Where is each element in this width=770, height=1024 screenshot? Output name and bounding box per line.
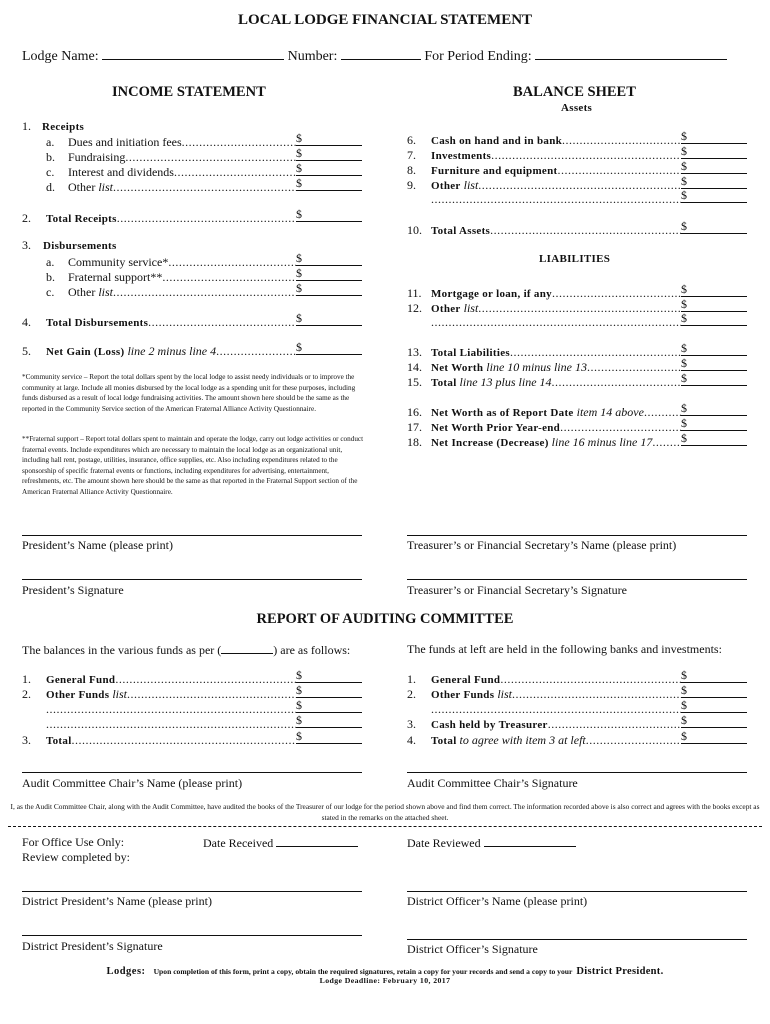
office-use-label: For Office Use Only: [22,835,125,849]
treasurer-name-label: Treasurer’s or Financial Secretary’s Name (please print) [407,538,677,552]
item-number: 11. [407,286,422,300]
item-number: 3. [22,238,31,252]
bank-total-label: Total [431,735,457,747]
funds-held-statement: The funds at left are held in the following banks and investments: [407,642,722,656]
fraternal-amount-field[interactable] [296,269,362,281]
other-liab-amount-field-2[interactable] [681,314,747,326]
other-label: Other [68,180,96,194]
other-label: Other [68,285,96,299]
general-fund-row [22,671,362,687]
item-letter: c. [46,165,55,179]
dot-leader [548,717,681,732]
audit-total-amount-field[interactable] [296,732,362,744]
chair-name-line[interactable] [22,772,362,773]
item-number: 13. [407,345,422,359]
period-label: For Period Ending: [424,49,532,64]
treasurer-signature-label: Treasurer’s or Financial Secretary’s Signature [407,583,627,597]
other-assets-row-2 [431,191,747,207]
review-completed-label: Review completed by: [22,850,130,864]
furniture-label: Furniture and equipment [431,165,558,177]
bank-other-funds-row [407,686,747,702]
item-number: 2. [22,687,31,701]
dot-leader [216,344,296,359]
bank-total-note: to agree with item 3 at left [459,733,586,747]
community-amount-field[interactable] [296,254,362,266]
total-label: Total [431,377,457,389]
net-worth-note: line 10 minus line 13 [486,360,587,374]
dot-leader [162,270,296,285]
general-fund-amount-field[interactable] [296,671,362,683]
other-receipts-amount-field[interactable] [296,179,362,191]
cash-treasurer-amount-field[interactable] [681,716,747,728]
total-disb-label: Total Disbursements [46,317,149,329]
other-funds-amount-field-2[interactable] [296,701,362,713]
other-receipts-row [46,179,362,195]
net-gain-amount-field[interactable] [296,343,362,355]
dot-leader [182,135,296,150]
chair-signature-label: Audit Committee Chair’s Signature [407,776,578,790]
total-liab-amount-field[interactable] [681,344,747,356]
dot-leader [558,163,682,178]
dot-leader [46,717,296,732]
item-number: 16. [407,405,422,419]
other-disb-amount-field[interactable] [296,284,362,296]
footer-deadline: Lodge Deadline: February 10, 2017 [319,976,451,985]
item-number: 3. [22,733,31,747]
list-note: list [112,687,127,701]
total-receipts-amount-field[interactable] [296,210,362,222]
total-row [407,374,747,390]
dot-leader [431,702,681,717]
total-disb-row [22,314,362,330]
item-number: 1. [22,119,31,133]
item-number: 5. [22,344,31,358]
item-number: 15. [407,375,422,389]
balances-statement [22,642,350,658]
item-number: 9. [407,178,416,192]
period-field[interactable] [535,48,727,60]
item-number: 6. [407,133,416,147]
income-statement-heading: INCOME STATEMENT [112,84,266,100]
other-funds-row-2 [46,701,362,717]
dot-leader [652,435,681,450]
item-letter: b. [46,150,55,164]
president-name-label: President’s Name (please print) [22,538,173,552]
cash-amount-field[interactable] [681,132,747,144]
dot-leader [490,223,681,238]
date-reviewed-label: Date Reviewed [407,836,481,850]
item-number: 4. [22,315,31,329]
item-number: 18. [407,435,422,449]
total-liab-label: Total Liabilities [431,347,510,359]
cash-label: Cash on hand and in bank [431,135,563,147]
other-liab-amount-field[interactable] [681,300,747,312]
dot-leader [512,687,681,702]
do-name-label: District Officer’s Name (please print) [407,894,588,908]
balances-text-right: ) are as follows: [273,643,351,657]
other-label: Other [431,180,461,192]
lodge-name-row [22,48,727,65]
dues-row [46,134,362,150]
other-funds-row [22,686,362,702]
community-row [46,254,362,270]
cut-line [8,826,762,827]
president-name-line[interactable] [22,535,362,536]
item-letter: b. [46,270,55,284]
net-gain-row [22,343,362,359]
treasurer-signature-line[interactable] [407,579,747,580]
list-note: list [463,178,479,192]
audit-certification: I, as the Audit Committee Chair, along with the Audit Committee, have audited the books of the Treasurer of our lodge for the period shown above and find them correct. The information recorded above is also correct and agrees with the books except as stated in the remarks on the attached sheet. [10,802,760,822]
chair-name-label: Audit Committee Chair’s Name (please print) [22,776,243,790]
interest-amount-field[interactable] [296,164,362,176]
mortgage-label: Mortgage or loan, if any [431,288,552,300]
item-number: 4. [407,733,416,747]
balances-text-left: The balances in the various funds as per ( [22,643,222,657]
net-increase-note: line 16 minus line 17 [551,435,653,449]
form-title: LOCAL LODGE FINANCIAL STATEMENT [237,12,533,28]
lodge-name-field[interactable] [102,48,284,60]
list-note: list [463,301,479,315]
investments-label: Investments [431,150,492,162]
bank-other-funds-amount-field[interactable] [681,686,747,698]
net-worth-label: Net Worth [431,362,484,374]
mortgage-amount-field[interactable] [681,285,747,297]
net-increase-row [407,434,747,450]
dot-leader [148,315,296,330]
cash-treasurer-row [407,716,747,732]
total-receipts-row [22,210,362,226]
president-signature-label: President’s Signature [22,583,124,597]
item-number: 8. [407,163,416,177]
nw-prior-row [407,419,747,435]
dp-name-label: District President’s Name (please print) [22,894,212,908]
dot-leader [127,687,296,702]
general-fund-label: General Fund [46,674,116,686]
fundraising-label: Fundraising [68,150,126,164]
other-liab-row-2 [431,314,747,330]
net-increase-label: Net Increase (Decrease) [431,437,549,449]
dot-leader [117,211,296,226]
dot-leader [644,405,681,420]
nw-prior-amount-field[interactable] [681,419,747,431]
number-label: Number: [287,49,338,64]
furniture-amount-field[interactable] [681,162,747,174]
fraternal-row [46,269,362,285]
chair-signature-line[interactable] [407,772,747,773]
footer-district-president: District President. [576,966,664,977]
other-funds-label: Other Funds [46,689,110,701]
dot-leader [168,255,296,270]
fundraising-row [46,149,362,165]
date-received-label: Date Received [203,836,274,850]
total-assets-row [407,222,747,238]
dot-leader [72,733,296,748]
bank-general-fund-row [407,671,747,687]
balance-sheet-heading: BALANCE SHEET [513,84,636,100]
dot-leader [552,286,681,301]
number-field[interactable] [341,48,421,60]
fraternal-label: Fraternal support** [68,270,163,284]
item-letter: a. [46,255,55,269]
dot-leader [115,672,296,687]
dot-leader [46,702,296,717]
nw-report-note: item 14 above [576,405,644,419]
total-assets-amount-field[interactable] [681,222,747,234]
dot-leader [500,672,681,687]
other-assets-amount-field[interactable] [681,177,747,189]
disbursements-heading [22,238,117,253]
investments-row [407,147,747,163]
cash-treasurer-label: Cash held by Treasurer [431,719,548,731]
bank-total-row [407,732,747,748]
item-number: 1. [22,672,31,686]
receipts-label: Receipts [42,121,85,133]
dot-leader [562,133,681,148]
date-received-field[interactable] [276,835,358,847]
president-signature-line[interactable] [22,579,362,580]
item-number: 7. [407,148,416,162]
item-number: 17. [407,420,422,434]
nw-prior-label: Net Worth Prior Year-end [431,422,561,434]
date-reviewed-row [407,835,576,851]
dot-leader [552,375,681,390]
other-funds-label: Other Funds [431,689,495,701]
other-funds-row-3 [46,716,362,732]
total-disb-amount-field[interactable] [296,314,362,326]
community-label: Community service* [68,255,169,269]
dot-leader [174,165,296,180]
per-field[interactable] [221,642,273,654]
mortgage-row [407,285,747,301]
fraternal-footnote: **Fraternal support – Report total dollars spent to maintain and operate the lodge, carry out lodge activities or conduct fraternal events. Include expenditures which are necessary to maintain the local lodge as an organizational unit, including hall rent, postage, utilities, insurance, office supplies, etc. Also including expenditures related to the sponsorship of specific fraternal events or functions, including expenditures for advertising, entertainment, refreshments, etc. The amount shown here should be the same as that reported in the Fraternal Support section of the American Fraternal Alliance Activity Questionnaire. [22,435,364,496]
bank-other-funds-row-2 [431,701,747,717]
list-note: list [497,687,512,701]
bank-total-amount-field[interactable] [681,732,747,744]
investments-amount-field[interactable] [681,147,747,159]
dp-name-line[interactable] [22,891,362,892]
audit-heading: REPORT OF AUDITING COMMITTEE [256,611,514,627]
dot-leader [113,285,296,300]
total-liab-row [407,344,747,360]
do-signature-line[interactable] [407,939,747,940]
dot-leader [113,180,296,195]
total-receipts-label: Total Receipts [46,213,117,225]
item-number: 1. [407,672,416,686]
liabilities-heading: LIABILITIES [539,253,611,265]
bank-general-fund-amount-field[interactable] [681,671,747,683]
item-number: 2. [407,687,416,701]
treasurer-name-line[interactable] [407,535,747,536]
item-number: 3. [407,717,416,731]
dot-leader [431,315,681,330]
net-worth-row [407,359,747,375]
assets-heading: Assets [561,102,593,114]
net-worth-amount-field[interactable] [681,359,747,371]
dot-leader [125,150,296,165]
other-assets-amount-field-2[interactable] [681,191,747,203]
item-number: 12. [407,301,422,315]
date-received-row [203,835,358,851]
nw-report-row [407,404,747,420]
total-note: line 13 plus line 14 [459,375,552,389]
do-signature-label: District Officer’s Signature [407,942,538,956]
list-note: list [98,180,113,194]
lodge-name-label: Lodge Name: [22,49,99,64]
dot-leader [491,148,681,163]
dot-leader [586,733,681,748]
nw-report-amount-field[interactable] [681,404,747,416]
disbursements-label: Disbursements [43,240,117,252]
interest-label: Interest and dividends [68,165,174,179]
dot-leader [587,360,681,375]
other-funds-amount-field-3[interactable] [296,716,362,728]
dot-leader [510,345,681,360]
audit-total-label: Total [46,735,72,747]
dot-leader [431,192,681,207]
cash-row [407,132,747,148]
item-number: 2. [22,211,31,225]
other-funds-amount-field[interactable] [296,686,362,698]
general-fund-label: General Fund [431,674,501,686]
footer-lodges-label: Lodges: [106,966,146,977]
other-label: Other [431,303,461,315]
list-note: list [98,285,113,299]
dot-leader [560,420,681,435]
fundraising-amount-field[interactable] [296,149,362,161]
item-number: 10. [407,223,422,237]
interest-row [46,164,362,180]
item-letter: a. [46,135,55,149]
other-disb-row [46,284,362,300]
receipts-heading [22,119,84,134]
dues-label: Dues and initiation fees [68,135,182,149]
date-reviewed-field[interactable] [484,835,576,847]
dues-amount-field[interactable] [296,134,362,146]
dp-signature-label: District President’s Signature [22,939,163,953]
total-amount-field[interactable] [681,374,747,386]
do-name-line[interactable] [407,891,747,892]
nw-report-label: Net Worth as of Report Date [431,407,574,419]
item-letter: c. [46,285,55,299]
bank-other-funds-amount-field-2[interactable] [681,701,747,713]
item-letter: d. [46,180,55,194]
footer-instructions-text: Upon completion of this form, print a copy, obtain the required signatures, retain a copy for your records and send a copy to your [153,967,573,976]
item-number: 14. [407,360,422,374]
community-footnote: *Community service – Report the total dollars spent by the local lodge to assist needy individuals or to improve the community at large. Include all monies disbursed by the local lodge as a spending unit for these purposes, including funds disbursed as a result of local lodge fundraising activities. The amount shown here should be the same as the reported in the Community Service section of the American Fraternal Alliance Activity Questionnaire. [22,373,356,413]
furniture-row [407,162,747,178]
net-increase-amount-field[interactable] [681,434,747,446]
net-gain-label: Net Gain (Loss) [46,346,125,358]
audit-total-row [22,732,362,748]
net-gain-note: line 2 minus line 4 [127,344,217,358]
dp-signature-line[interactable] [22,935,362,936]
total-assets-label: Total Assets [431,225,491,237]
